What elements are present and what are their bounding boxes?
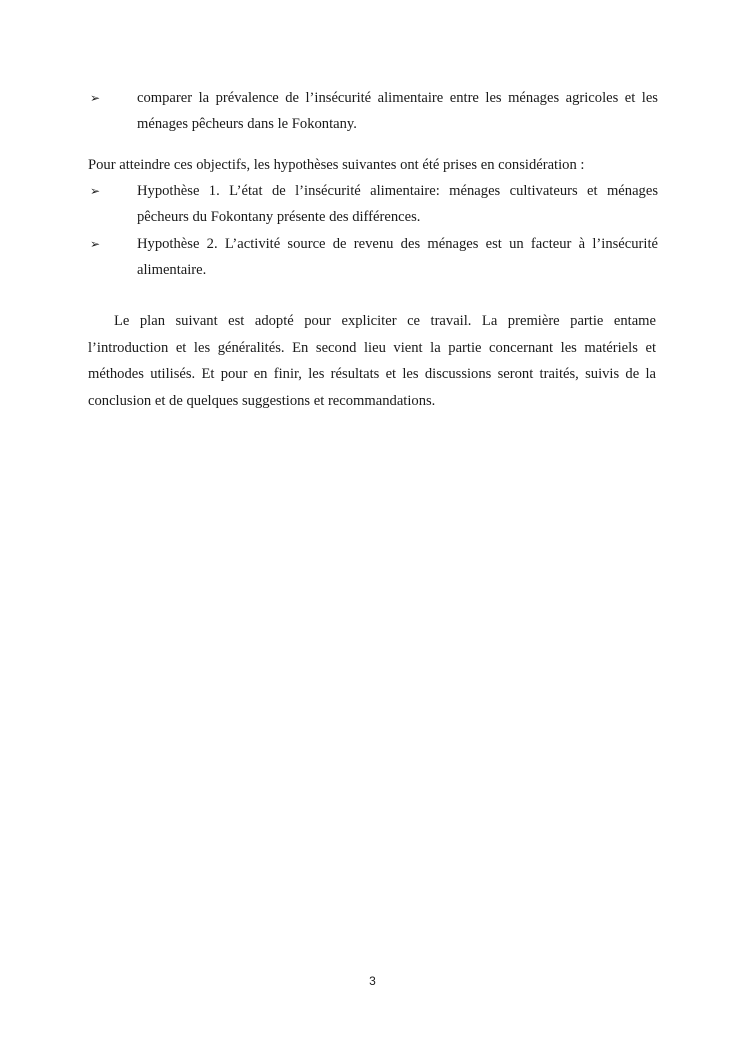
objective-bullet [90,85,658,137]
arrow-bullet-icon: ➢ [90,237,101,251]
hypothesis-2-text: Hypothèse 2. L’activité source de revenu des ménages est un facteur à l’insécurité alimentaire. [137,236,658,278]
hypothesis-2 [90,231,658,283]
hypothesis-1-text: Hypothèse 1. L’état de l’insécurité alimentaire: ménages cultivateurs et ménages pêcheurs du Fokontany présente des différences. [137,183,658,225]
hypothesis-1 [90,178,658,230]
arrow-bullet-icon: ➢ [90,91,101,105]
plan-paragraph: Le plan suivant est adopté pour expliciter ce travail. La première partie entame l’introduction et les généralités. En second lieu vient la partie concernant les matériels et méthodes utilisés. Et pour en finir, les résultats et les discussions seront traités, suivis de la conclusion et de quelques suggestions et recommandations. [88,313,656,409]
objective-text: comparer la prévalence de l’insécurité alimentaire entre les ménages agricoles et les ménages pêcheurs dans le Fokontany. [137,90,658,132]
hypotheses-intro: Pour atteindre ces objectifs, les hypothèses suivantes ont été prises en considération : [88,157,585,173]
page-number: 3 [369,974,376,988]
arrow-bullet-icon: ➢ [90,184,101,198]
